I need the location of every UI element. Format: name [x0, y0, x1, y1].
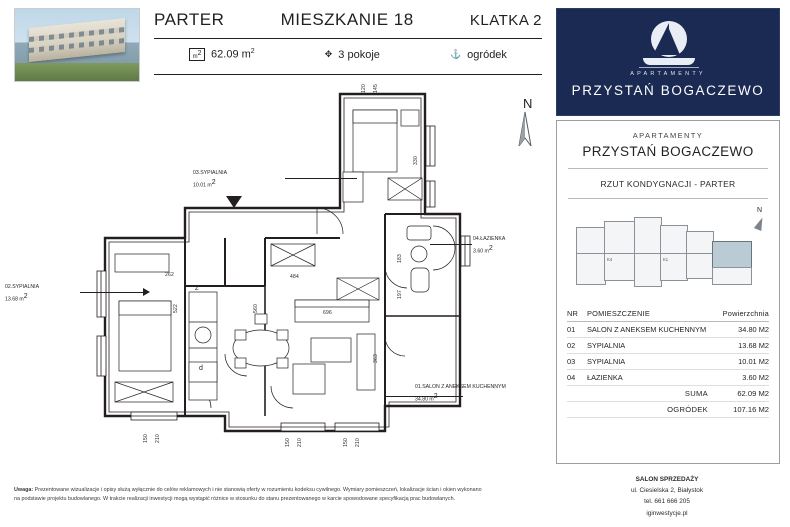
sail-secondary-icon	[669, 29, 680, 55]
floor-plan-drawing	[5, 84, 550, 456]
panel-divider	[551, 8, 552, 519]
row-area: 34.80 M2	[718, 322, 769, 338]
rooms-table	[567, 307, 769, 418]
area-summary	[189, 48, 255, 61]
garden-row	[567, 402, 769, 418]
staircase-title: KLATKA 2	[469, 12, 542, 29]
info-divider-1	[568, 168, 768, 169]
building-render-image	[14, 8, 140, 82]
dim-560: 560	[253, 304, 259, 313]
anchor-icon: ⚓	[449, 49, 462, 59]
info-project-title: PRZYSTAŃ BOGACZEWO	[582, 144, 754, 159]
keyplan-label-k1: K1	[663, 257, 669, 262]
sum-label: SUMA	[587, 386, 718, 402]
keyplan-north-label: N	[756, 207, 762, 214]
table-row	[567, 370, 769, 386]
row-nr: 01	[567, 322, 587, 338]
garden-summary	[450, 49, 507, 61]
dim-262: 262	[165, 272, 174, 278]
col-room: POMIESZCZENIE	[587, 307, 718, 322]
dim-210-c: 210	[355, 438, 361, 447]
row-nr: 04	[567, 370, 587, 386]
unit-header	[148, 8, 548, 80]
info-divider-2	[568, 198, 768, 199]
disclaimer-line2: na podstawie projektu budowlanego. W trakcie realizacji inwestycji mogą wystąpić różnice w stosunku do stanu prezentowanego w karcie spowodowane specyfikacją prac budowlanych.	[14, 495, 456, 502]
header-divider-top	[154, 38, 542, 39]
disclaimer-note	[14, 486, 554, 504]
garden-value: 107.16 M2	[718, 402, 769, 418]
sales-contact-block	[556, 474, 778, 519]
sales-website[interactable]: iginwestycje.pl	[646, 509, 688, 517]
table-row	[567, 354, 769, 370]
north-label: N	[523, 96, 533, 111]
garden-label: OGRÓDEK	[587, 402, 718, 418]
row-area: 13.68 M2	[718, 338, 769, 354]
kitchen-symbol-z: Z	[195, 286, 199, 292]
dim-484: 484	[290, 274, 299, 280]
info-panel	[556, 8, 778, 519]
sales-address: ul. Ciesielska 2, Białystok	[630, 487, 704, 495]
arrows-icon: ✥	[324, 49, 333, 59]
sum-value: 62.09 M2	[718, 386, 769, 402]
disclaimer-lead: Uwaga:	[14, 487, 34, 493]
kitchen-symbol-d: d	[199, 365, 204, 372]
row-nr: 03	[567, 354, 587, 370]
boat-hull-icon	[643, 58, 695, 65]
header-divider-bottom	[154, 74, 542, 75]
dim-197: 197	[397, 290, 403, 299]
leader-line-02	[80, 292, 148, 293]
brand-logo-block	[556, 8, 780, 116]
room-label-04: 04.ŁAZIENKA 3.60 m2	[473, 236, 506, 255]
keyplan-highlight-unit	[712, 241, 752, 269]
dim-522: 522	[173, 304, 179, 313]
info-apartments-label: APARTAMENTY	[632, 131, 704, 140]
logo-apartments-label: APARTAMENTY	[630, 71, 706, 77]
rooms-table-header	[567, 307, 769, 322]
rooms-value: 3 pokoje	[338, 48, 380, 61]
sales-phone: tel. 661 666 205	[644, 498, 690, 506]
logo-brand-name: PRZYSTAŃ BOGACZEWO	[571, 83, 765, 98]
entrance-marker	[226, 196, 242, 208]
disclaimer-line1: Prezentowane wizualizacje i opisy służą wyłącznie do celów reklamowych i nie stanowią oferty w rozumieniu kodeksu cywilnego. Wymiary pomieszczeń, lokalizacje ścian i okien wykonano	[34, 487, 482, 493]
dim-150-a: 150	[143, 434, 149, 443]
leader-line-03	[285, 178, 357, 179]
row-nr: 02	[567, 338, 587, 354]
row-room: SALON Z ANEKSEM KUCHENNYM	[587, 322, 718, 338]
room-label-01: 01.SALON Z ANEKSEM KUCHENNYM 34.80 m2	[415, 384, 506, 403]
area-unit-sup: 2	[250, 48, 255, 56]
garden-value: ogródek	[467, 48, 507, 61]
key-plan-diagram	[568, 205, 768, 301]
row-room: ŁAZIENKA	[587, 370, 718, 386]
dim-210-b: 210	[297, 438, 303, 447]
dim-363: 363	[373, 354, 379, 363]
rooms-summary	[325, 49, 380, 61]
info-subtitle: RZUT KONDYGNACJI - PARTER	[600, 179, 736, 189]
col-nr: NR	[567, 307, 587, 322]
dim-145: 145	[373, 84, 379, 93]
row-area: 3.60 M2	[718, 370, 769, 386]
room-label-03: 03.SYPIALNIA 10.01 m2	[193, 170, 228, 189]
row-room: SYPIALNIA	[587, 338, 718, 354]
sail-icon	[653, 23, 669, 55]
table-row	[567, 338, 769, 354]
area-value: 62.09 m	[211, 48, 251, 61]
unit-title: MIESZKANIE 18	[280, 10, 414, 29]
m2-icon: m2	[189, 48, 205, 61]
dim-210-a: 210	[155, 434, 161, 443]
floor-title: PARTER	[154, 10, 225, 29]
dim-150-b: 150	[285, 438, 291, 447]
dim-150-c: 150	[343, 438, 349, 447]
keyplan-north-arrow-icon	[754, 216, 766, 231]
dim-120: 120	[361, 84, 367, 93]
row-room: SYPIALNIA	[587, 354, 718, 370]
table-row	[567, 322, 769, 338]
keyplan-label-k4: K4	[607, 257, 613, 262]
sum-row	[567, 386, 769, 402]
row-area: 10.01 M2	[718, 354, 769, 370]
leader-line-04	[430, 244, 472, 245]
dim-696: 696	[323, 310, 332, 316]
dim-183: 183	[397, 254, 403, 263]
leader-arrow-02	[143, 288, 150, 296]
dim-330: 330	[413, 156, 419, 165]
col-area: Powierzchnia	[718, 307, 769, 322]
sales-title: SALON SPRZEDAŻY	[635, 476, 699, 483]
project-info-box	[556, 120, 780, 464]
room-label-02: 02.SYPIALNIA 13.68 m2	[5, 284, 40, 303]
